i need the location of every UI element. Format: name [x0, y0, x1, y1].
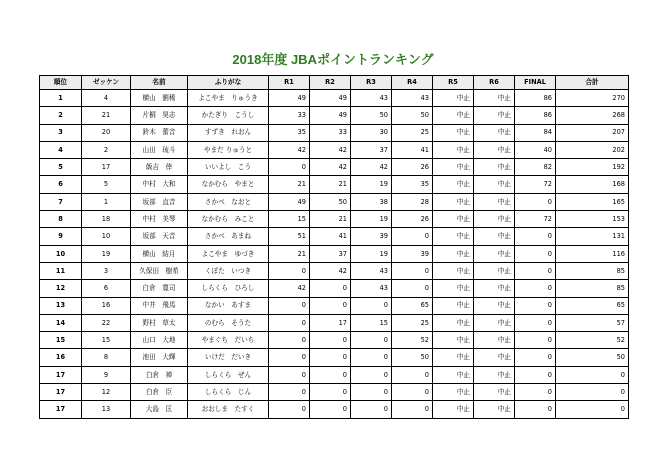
cell-r6: 中止 — [474, 159, 515, 176]
cell-name: 山田 琉斗 — [131, 141, 188, 158]
cell-r3: 42 — [351, 159, 392, 176]
cell-r2: 49 — [310, 90, 351, 107]
cell-total: 270 — [556, 90, 629, 107]
cell-r1: 21 — [269, 176, 310, 193]
cell-r5: 中止 — [433, 384, 474, 401]
column-header-r4: R4 — [392, 76, 433, 90]
column-header-final: FINAL — [515, 76, 556, 90]
column-header-r2: R2 — [310, 76, 351, 90]
cell-r6: 中止 — [474, 228, 515, 245]
cell-r4: 0 — [392, 366, 433, 383]
cell-r3: 0 — [351, 297, 392, 314]
cell-r1: 0 — [269, 332, 310, 349]
table-row — [40, 124, 629, 141]
cell-bib: 22 — [82, 314, 131, 331]
cell-r6: 中止 — [474, 384, 515, 401]
cell-r5: 中止 — [433, 332, 474, 349]
cell-total: 52 — [556, 332, 629, 349]
cell-r4: 39 — [392, 245, 433, 262]
cell-bib: 3 — [82, 262, 131, 279]
cell-final: 0 — [515, 349, 556, 366]
cell-r5: 中止 — [433, 349, 474, 366]
cell-final: 72 — [515, 176, 556, 193]
cell-r3: 15 — [351, 314, 392, 331]
cell-name: 山口 大地 — [131, 332, 188, 349]
cell-name: 池田 大輝 — [131, 349, 188, 366]
cell-bib: 10 — [82, 228, 131, 245]
cell-furigana: いけだ だいき — [188, 349, 269, 366]
table-row — [40, 280, 629, 297]
cell-final: 84 — [515, 124, 556, 141]
cell-r1: 42 — [269, 280, 310, 297]
table-header-row — [40, 76, 629, 90]
cell-furigana: しらくら じん — [188, 384, 269, 401]
cell-r2: 0 — [310, 349, 351, 366]
cell-furigana: やまぐち だいち — [188, 332, 269, 349]
cell-rank: 15 — [40, 332, 82, 349]
cell-r2: 0 — [310, 401, 351, 418]
column-header-rank: 順位 — [40, 76, 82, 90]
cell-r2: 41 — [310, 228, 351, 245]
cell-r1: 0 — [269, 159, 310, 176]
cell-rank: 1 — [40, 90, 82, 107]
cell-r6: 中止 — [474, 314, 515, 331]
cell-name: 白倉 臣 — [131, 384, 188, 401]
cell-furigana: かたぎり こうし — [188, 107, 269, 124]
table-row — [40, 176, 629, 193]
cell-rank: 4 — [40, 141, 82, 158]
cell-total: 153 — [556, 211, 629, 228]
cell-r4: 43 — [392, 90, 433, 107]
cell-name: 久保田 樹希 — [131, 262, 188, 279]
cell-r1: 0 — [269, 384, 310, 401]
cell-r5: 中止 — [433, 228, 474, 245]
cell-r2: 21 — [310, 211, 351, 228]
cell-bib: 9 — [82, 366, 131, 383]
cell-furigana: なかい あすま — [188, 297, 269, 314]
cell-r3: 43 — [351, 90, 392, 107]
table-row — [40, 90, 629, 107]
cell-furigana: くぼた いつき — [188, 262, 269, 279]
cell-name: 中村 美琴 — [131, 211, 188, 228]
cell-r6: 中止 — [474, 245, 515, 262]
cell-rank: 6 — [40, 176, 82, 193]
cell-total: 192 — [556, 159, 629, 176]
cell-name: 坂部 天音 — [131, 228, 188, 245]
cell-final: 0 — [515, 193, 556, 210]
page-title: 2018年度 JBAポイントランキング — [232, 52, 434, 67]
cell-final: 0 — [515, 332, 556, 349]
cell-final: 0 — [515, 245, 556, 262]
cell-r6: 中止 — [474, 280, 515, 297]
cell-r3: 30 — [351, 124, 392, 141]
cell-name: 中村 大和 — [131, 176, 188, 193]
cell-r3: 38 — [351, 193, 392, 210]
cell-total: 207 — [556, 124, 629, 141]
cell-r2: 50 — [310, 193, 351, 210]
cell-final: 0 — [515, 280, 556, 297]
cell-total: 116 — [556, 245, 629, 262]
cell-rank: 17 — [40, 384, 82, 401]
cell-final: 0 — [515, 366, 556, 383]
cell-r4: 0 — [392, 262, 433, 279]
table-row — [40, 384, 629, 401]
cell-name: 白倉 寛司 — [131, 280, 188, 297]
cell-r1: 33 — [269, 107, 310, 124]
cell-bib: 8 — [82, 349, 131, 366]
cell-total: 65 — [556, 297, 629, 314]
cell-final: 0 — [515, 314, 556, 331]
cell-final: 0 — [515, 297, 556, 314]
cell-r6: 中止 — [474, 401, 515, 418]
cell-r3: 19 — [351, 245, 392, 262]
table-row — [40, 193, 629, 210]
cell-final: 72 — [515, 211, 556, 228]
cell-r1: 0 — [269, 297, 310, 314]
cell-total: 131 — [556, 228, 629, 245]
cell-final: 0 — [515, 384, 556, 401]
cell-bib: 17 — [82, 159, 131, 176]
cell-bib: 21 — [82, 107, 131, 124]
cell-rank: 11 — [40, 262, 82, 279]
cell-r3: 0 — [351, 349, 392, 366]
cell-r3: 50 — [351, 107, 392, 124]
cell-r6: 中止 — [474, 211, 515, 228]
column-header-r6: R6 — [474, 76, 515, 90]
cell-r1: 0 — [269, 401, 310, 418]
cell-r4: 52 — [392, 332, 433, 349]
cell-r6: 中止 — [474, 262, 515, 279]
cell-r5: 中止 — [433, 141, 474, 158]
cell-total: 0 — [556, 401, 629, 418]
table-row — [40, 141, 629, 158]
cell-r1: 0 — [269, 262, 310, 279]
cell-furigana: よこやま りゅうき — [188, 90, 269, 107]
cell-r4: 65 — [392, 297, 433, 314]
cell-rank: 14 — [40, 314, 82, 331]
cell-rank: 5 — [40, 159, 82, 176]
table-row — [40, 245, 629, 262]
cell-rank: 10 — [40, 245, 82, 262]
cell-r3: 19 — [351, 176, 392, 193]
cell-furigana: なかむら やまと — [188, 176, 269, 193]
cell-final: 86 — [515, 107, 556, 124]
table-row — [40, 297, 629, 314]
cell-furigana: おおしま たすく — [188, 401, 269, 418]
cell-r4: 50 — [392, 107, 433, 124]
column-header-furigana: ふりがな — [188, 76, 269, 90]
cell-r5: 中止 — [433, 262, 474, 279]
cell-r5: 中止 — [433, 90, 474, 107]
cell-r2: 0 — [310, 366, 351, 383]
cell-furigana: しらくら ひろし — [188, 280, 269, 297]
cell-r5: 中止 — [433, 159, 474, 176]
cell-rank: 16 — [40, 349, 82, 366]
cell-r5: 中止 — [433, 245, 474, 262]
cell-rank: 2 — [40, 107, 82, 124]
cell-rank: 9 — [40, 228, 82, 245]
cell-r5: 中止 — [433, 211, 474, 228]
cell-r1: 35 — [269, 124, 310, 141]
cell-r2: 0 — [310, 280, 351, 297]
cell-bib: 1 — [82, 193, 131, 210]
column-header-r1: R1 — [269, 76, 310, 90]
cell-rank: 12 — [40, 280, 82, 297]
cell-r2: 17 — [310, 314, 351, 331]
cell-r5: 中止 — [433, 297, 474, 314]
cell-r4: 35 — [392, 176, 433, 193]
cell-r2: 21 — [310, 176, 351, 193]
cell-r1: 15 — [269, 211, 310, 228]
cell-name: 白倉 禅 — [131, 366, 188, 383]
cell-r2: 42 — [310, 262, 351, 279]
cell-r4: 0 — [392, 280, 433, 297]
cell-furigana: さかべ あまね — [188, 228, 269, 245]
cell-r6: 中止 — [474, 349, 515, 366]
cell-r2: 0 — [310, 297, 351, 314]
cell-furigana: やまだ りゅうと — [188, 141, 269, 158]
table-row — [40, 228, 629, 245]
cell-furigana: いいよし こう — [188, 159, 269, 176]
cell-r6: 中止 — [474, 176, 515, 193]
cell-rank: 8 — [40, 211, 82, 228]
cell-r3: 0 — [351, 384, 392, 401]
cell-total: 57 — [556, 314, 629, 331]
cell-rank: 13 — [40, 297, 82, 314]
cell-r3: 0 — [351, 401, 392, 418]
table-row — [40, 332, 629, 349]
column-header-r3: R3 — [351, 76, 392, 90]
cell-r5: 中止 — [433, 176, 474, 193]
table-row — [40, 401, 629, 418]
cell-r6: 中止 — [474, 124, 515, 141]
column-header-name: 名前 — [131, 76, 188, 90]
cell-r3: 19 — [351, 211, 392, 228]
cell-r1: 49 — [269, 193, 310, 210]
cell-r6: 中止 — [474, 141, 515, 158]
cell-rank: 17 — [40, 401, 82, 418]
cell-r5: 中止 — [433, 124, 474, 141]
cell-r1: 21 — [269, 245, 310, 262]
cell-name: 片桐 昊志 — [131, 107, 188, 124]
table-body — [40, 90, 629, 419]
cell-r3: 43 — [351, 280, 392, 297]
cell-bib: 5 — [82, 176, 131, 193]
column-header-bib: ゼッケン — [82, 76, 131, 90]
cell-name: 横山 劉稀 — [131, 90, 188, 107]
cell-total: 202 — [556, 141, 629, 158]
cell-name: 横山 結月 — [131, 245, 188, 262]
cell-bib: 4 — [82, 90, 131, 107]
cell-r4: 0 — [392, 384, 433, 401]
cell-r4: 25 — [392, 314, 433, 331]
cell-r5: 中止 — [433, 314, 474, 331]
cell-total: 165 — [556, 193, 629, 210]
cell-final: 82 — [515, 159, 556, 176]
cell-r4: 41 — [392, 141, 433, 158]
cell-furigana: よこやま ゆづき — [188, 245, 269, 262]
cell-r4: 26 — [392, 159, 433, 176]
cell-r6: 中止 — [474, 193, 515, 210]
cell-furigana: さかべ なおと — [188, 193, 269, 210]
cell-total: 268 — [556, 107, 629, 124]
cell-r5: 中止 — [433, 401, 474, 418]
cell-final: 86 — [515, 90, 556, 107]
cell-r1: 0 — [269, 366, 310, 383]
cell-r2: 0 — [310, 332, 351, 349]
cell-r2: 0 — [310, 384, 351, 401]
cell-bib: 20 — [82, 124, 131, 141]
table-row — [40, 262, 629, 279]
cell-r4: 25 — [392, 124, 433, 141]
cell-bib: 19 — [82, 245, 131, 262]
cell-total: 0 — [556, 366, 629, 383]
ranking-table — [39, 75, 629, 419]
cell-furigana: のむら そうた — [188, 314, 269, 331]
cell-r1: 51 — [269, 228, 310, 245]
cell-furigana: しらくら ぜん — [188, 366, 269, 383]
cell-name: 飯吉 倖 — [131, 159, 188, 176]
cell-r2: 37 — [310, 245, 351, 262]
cell-rank: 17 — [40, 366, 82, 383]
cell-total: 50 — [556, 349, 629, 366]
cell-r6: 中止 — [474, 366, 515, 383]
cell-r3: 43 — [351, 262, 392, 279]
cell-total: 0 — [556, 384, 629, 401]
cell-bib: 13 — [82, 401, 131, 418]
cell-r6: 中止 — [474, 90, 515, 107]
cell-r6: 中止 — [474, 107, 515, 124]
cell-bib: 15 — [82, 332, 131, 349]
cell-name: 鈴木 蕾音 — [131, 124, 188, 141]
cell-final: 0 — [515, 228, 556, 245]
cell-r5: 中止 — [433, 107, 474, 124]
cell-r4: 28 — [392, 193, 433, 210]
cell-r3: 39 — [351, 228, 392, 245]
table-row — [40, 349, 629, 366]
table-row — [40, 366, 629, 383]
cell-r2: 49 — [310, 107, 351, 124]
cell-r1: 0 — [269, 314, 310, 331]
table-row — [40, 107, 629, 124]
cell-bib: 6 — [82, 280, 131, 297]
cell-r4: 26 — [392, 211, 433, 228]
cell-bib: 18 — [82, 211, 131, 228]
cell-name: 中井 飛馬 — [131, 297, 188, 314]
cell-r2: 42 — [310, 141, 351, 158]
cell-name: 坂部 直音 — [131, 193, 188, 210]
cell-r6: 中止 — [474, 297, 515, 314]
cell-r2: 33 — [310, 124, 351, 141]
cell-r5: 中止 — [433, 280, 474, 297]
cell-r2: 42 — [310, 159, 351, 176]
cell-r3: 0 — [351, 366, 392, 383]
cell-r1: 49 — [269, 90, 310, 107]
table-row — [40, 159, 629, 176]
cell-r6: 中止 — [474, 332, 515, 349]
cell-final: 0 — [515, 262, 556, 279]
cell-final: 40 — [515, 141, 556, 158]
cell-r4: 0 — [392, 401, 433, 418]
cell-r3: 0 — [351, 332, 392, 349]
cell-furigana: すずき れおん — [188, 124, 269, 141]
cell-rank: 3 — [40, 124, 82, 141]
cell-r4: 0 — [392, 228, 433, 245]
column-header-total: 合計 — [556, 76, 629, 90]
table-row — [40, 314, 629, 331]
cell-total: 85 — [556, 280, 629, 297]
cell-r1: 0 — [269, 349, 310, 366]
cell-r4: 50 — [392, 349, 433, 366]
cell-r5: 中止 — [433, 193, 474, 210]
cell-name: 野村 草太 — [131, 314, 188, 331]
cell-r1: 42 — [269, 141, 310, 158]
cell-name: 大島 匡 — [131, 401, 188, 418]
cell-bib: 2 — [82, 141, 131, 158]
table-row — [40, 211, 629, 228]
cell-rank: 7 — [40, 193, 82, 210]
cell-total: 85 — [556, 262, 629, 279]
cell-final: 0 — [515, 401, 556, 418]
cell-furigana: なかむら みこと — [188, 211, 269, 228]
cell-total: 168 — [556, 176, 629, 193]
column-header-r5: R5 — [433, 76, 474, 90]
cell-r3: 37 — [351, 141, 392, 158]
cell-r5: 中止 — [433, 366, 474, 383]
cell-bib: 12 — [82, 384, 131, 401]
cell-bib: 16 — [82, 297, 131, 314]
